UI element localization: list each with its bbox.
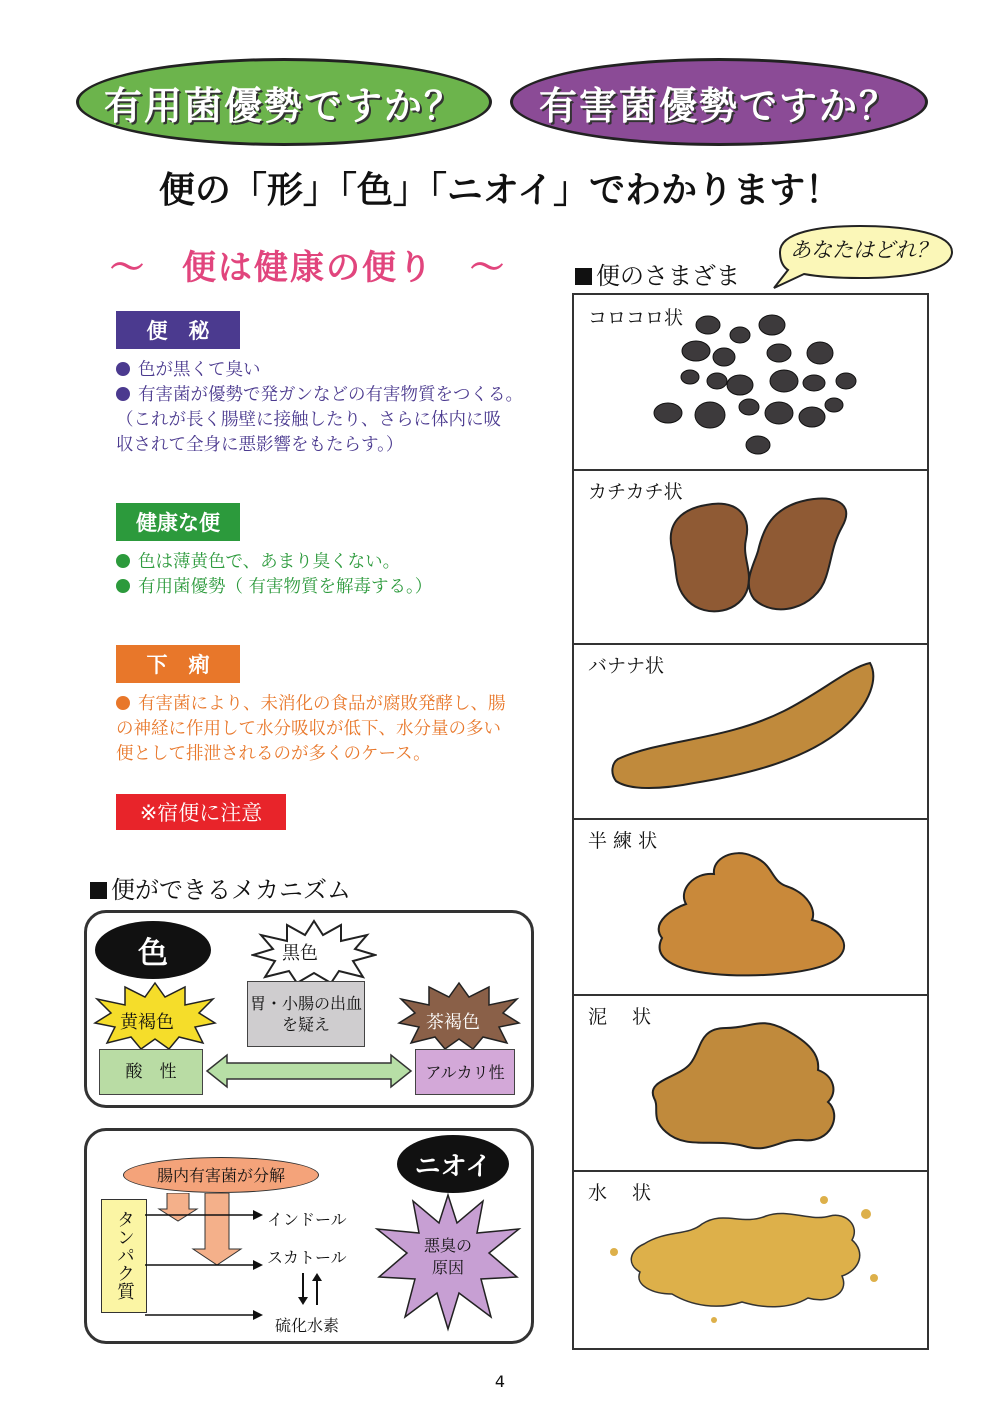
healthy-line1: 色は薄黄色で、あまり臭くない。 [138,552,401,572]
stool-type-label: カチカチ状 [584,477,687,504]
diarrhea-text [116,692,516,767]
stool-type-cell [574,643,927,820]
stool-type-label: 水 状 [584,1178,655,1205]
stool-type-cell [574,1170,927,1348]
page-number: 4 [494,1372,506,1391]
stool-type-cell [574,295,927,471]
protein-box [101,1199,147,1313]
diarrhea-line1: 有害菌により、未消化の食品が腐敗発酵し、腸の神経に作用して水分吸収が低下、水分量の多い便として排泄されるのが多くのケース。 [116,694,506,764]
healthy-line2: 有用菌優勢（ 有害物質を解毒する。） [138,577,433,597]
constipation-line2: 有害菌が優勢で発ガンなどの有害物質をつくる。 （これが長く腸壁に接触したり、さらに体内に吸収されて全身に悪影響をもたらす。） [116,385,532,455]
constipation-tag: 便 秘 [116,311,240,349]
bullet-icon [116,362,130,376]
black-label: 黒色 [282,943,318,964]
useful-bacteria-label: 有用菌優勢ですか？ [103,83,464,128]
protein-label: タンパク質 [114,1210,135,1300]
stool-type-cell [574,994,927,1172]
double-arrow-icon [205,1053,413,1089]
stool-type-label: コロコロ状 [584,303,687,330]
bleeding-box: 胃・小腸の出血を疑え [247,981,365,1047]
color-badge: 色 [95,921,211,979]
types-title: 便のさまざま [596,262,740,290]
square-icon [90,882,107,899]
stool-types-grid [572,293,929,1350]
bubble-text: あなたはどれ？ [790,238,937,262]
headline: 便の「形」「色」「ニオイ」でわかります！ [158,169,842,211]
skatole-label: スカトール [267,1248,347,1267]
decompose-oval: 腸内有害菌が分解 [123,1157,319,1193]
healthy-text [116,550,516,600]
smell-box [84,1128,534,1344]
types-heading [575,256,740,291]
yellow-brown-label: 黄褐色 [120,1012,174,1033]
healthy-tag: 健康な便 [116,503,240,541]
constipation-line1: 色が黒くて臭い [138,360,261,380]
acid-box: 酸 性 [99,1049,203,1095]
constipation-text [116,358,532,458]
stool-type-label: 泥 状 [584,1002,655,1029]
diarrhea-tag: 下 痢 [116,645,240,683]
harmful-bacteria-pill [510,58,928,146]
bullet-icon [116,696,130,710]
useful-bacteria-pill [76,58,492,146]
alkali-box: アルカリ性 [415,1049,515,1095]
stool-type-cell [574,818,927,996]
h2s-label: 硫化水素 [275,1316,340,1335]
harmful-bacteria-label: 有害菌優勢ですか？ [538,83,899,128]
stool-type-label: 半 練 状 [584,826,661,853]
indole-label: インドール [267,1210,347,1229]
up-down-arrows-icon [295,1271,325,1307]
tea-brown-label: 茶褐色 [426,1012,480,1033]
square-icon [575,268,592,285]
bullet-icon [116,579,130,593]
color-box [84,910,534,1108]
stool-type-cell [574,469,927,645]
bullet-icon [116,387,130,401]
subtitle: ～ 便は健康の便り ～ [110,248,506,288]
mechanism-title: 便ができるメカニズム [111,876,351,904]
warning-tag: ※宿便に注意 [116,794,286,830]
stink-cause-label: 悪臭の原因 [424,1236,473,1277]
bullet-icon [116,554,130,568]
smell-badge: ニオイ [397,1135,509,1193]
mechanism-heading [90,870,351,905]
stool-type-label: バナナ状 [584,651,668,678]
